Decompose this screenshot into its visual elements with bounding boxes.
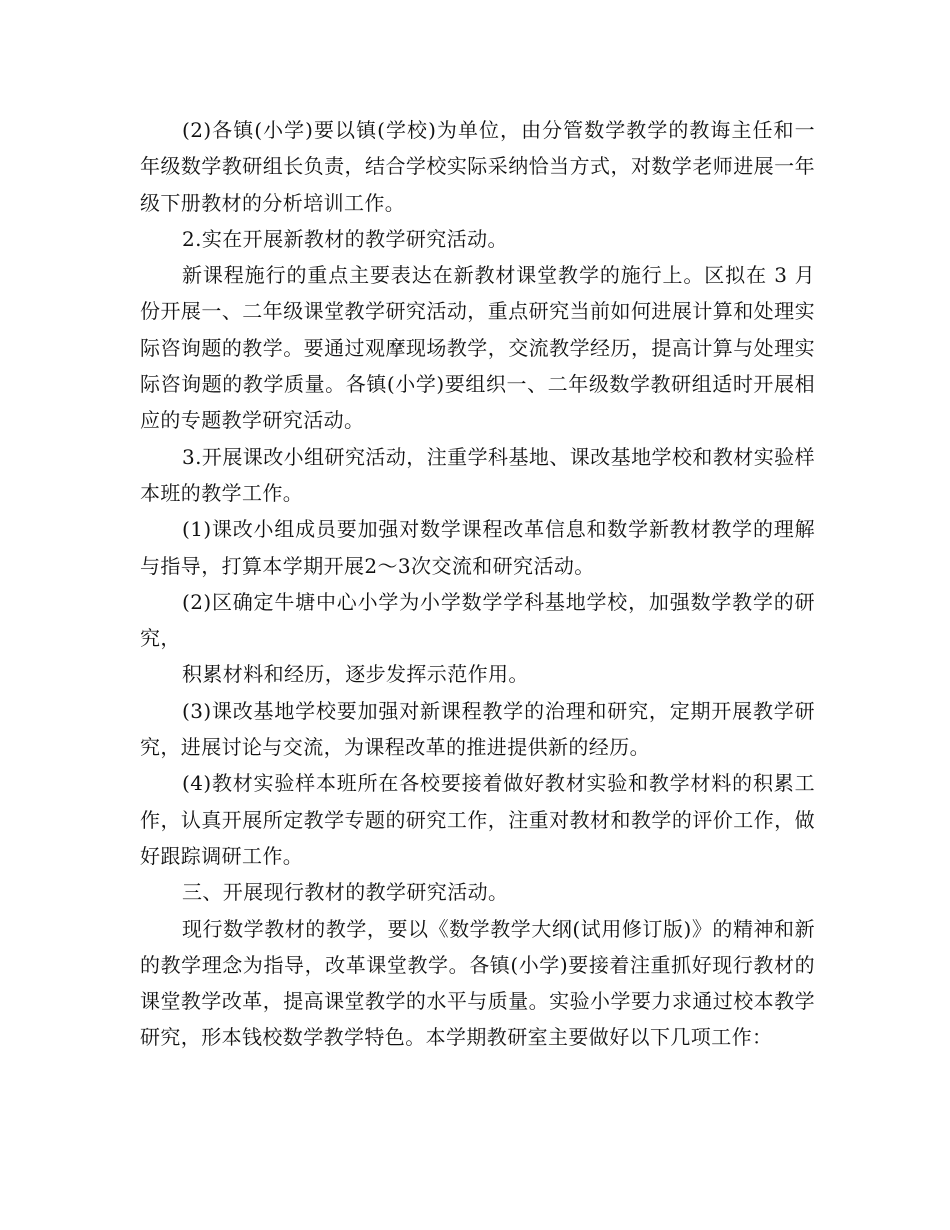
heading-new-textbook-research: 2.实在开展新教材的教学研究活动。 [182, 226, 508, 251]
paragraph-item-1: (1)课改小组成员要加强对数学课程改革信息和数学新教材教学的理解与指导，打算本学期开展2～3次交流和研究活动。 [140, 517, 815, 578]
paragraph-item-2-continued: 积累材料和经历，逐步发挥示范作用。 [182, 662, 529, 687]
paragraph-new-curriculum: 新课程施行的重点主要表达在新教材课堂教学的施行上。区拟在 3 月份开展一、二年级课堂教学研究活动，重点研究当前如何进展计算和处理实际咨询题的教学。要通过观摩现场教学，交流教学经历，提高计算与处理实际咨询题的教学质量。各镇(小学)要组织一、二年级数学教研组适时开展相应的专题教学研究活动。 [140, 263, 815, 433]
paragraph-training: (2)各镇(小学)要以镇(学校)为单位，由分管数学教学的教诲主任和一年级数学教研组长负责，结合学校实际采纳恰当方式，对数学老师进展一年级下册教材的分析培训工作。 [140, 118, 815, 215]
paragraph-current-textbook: 现行数学教材的教学，要以《数学教学大纲(试用修订版)》的精神和新的教学理念为指导，改革课堂教学。各镇(小学)要接着注重抓好现行教材的课堂教学改革，提高课堂教学的水平与质量。实验小学要力求通过校本教学研究，形本钱校数学教学特色。本学期教研室主要做好以下几项工作： [140, 916, 815, 1050]
heading-reform-group: 3.开展课改小组研究活动，注重学科基地、课改基地学校和教材实验样本班的教学工作。 [140, 444, 815, 505]
heading-section-three: 三、开展现行教材的教学研究活动。 [182, 880, 509, 905]
paragraph-item-2: (2)区确定牛塘中心小学为小学数学学科基地学校，加强数学教学的研究， [140, 589, 815, 651]
paragraph-item-3: (3)课改基地学校要加强对新课程教学的治理和研究，定期开展教学研究，进展讨论与交流，为课程改革的推进提供新的经历。 [140, 698, 815, 760]
paragraph-item-4: (4)教材实验样本班所在各校要接着做好教材实验和教学材料的积累工作，认真开展所定教学专题的研究工作，注重对教材和教学的评价工作，做好跟踪调研工作。 [140, 771, 815, 868]
document-body [140, 112, 815, 1056]
